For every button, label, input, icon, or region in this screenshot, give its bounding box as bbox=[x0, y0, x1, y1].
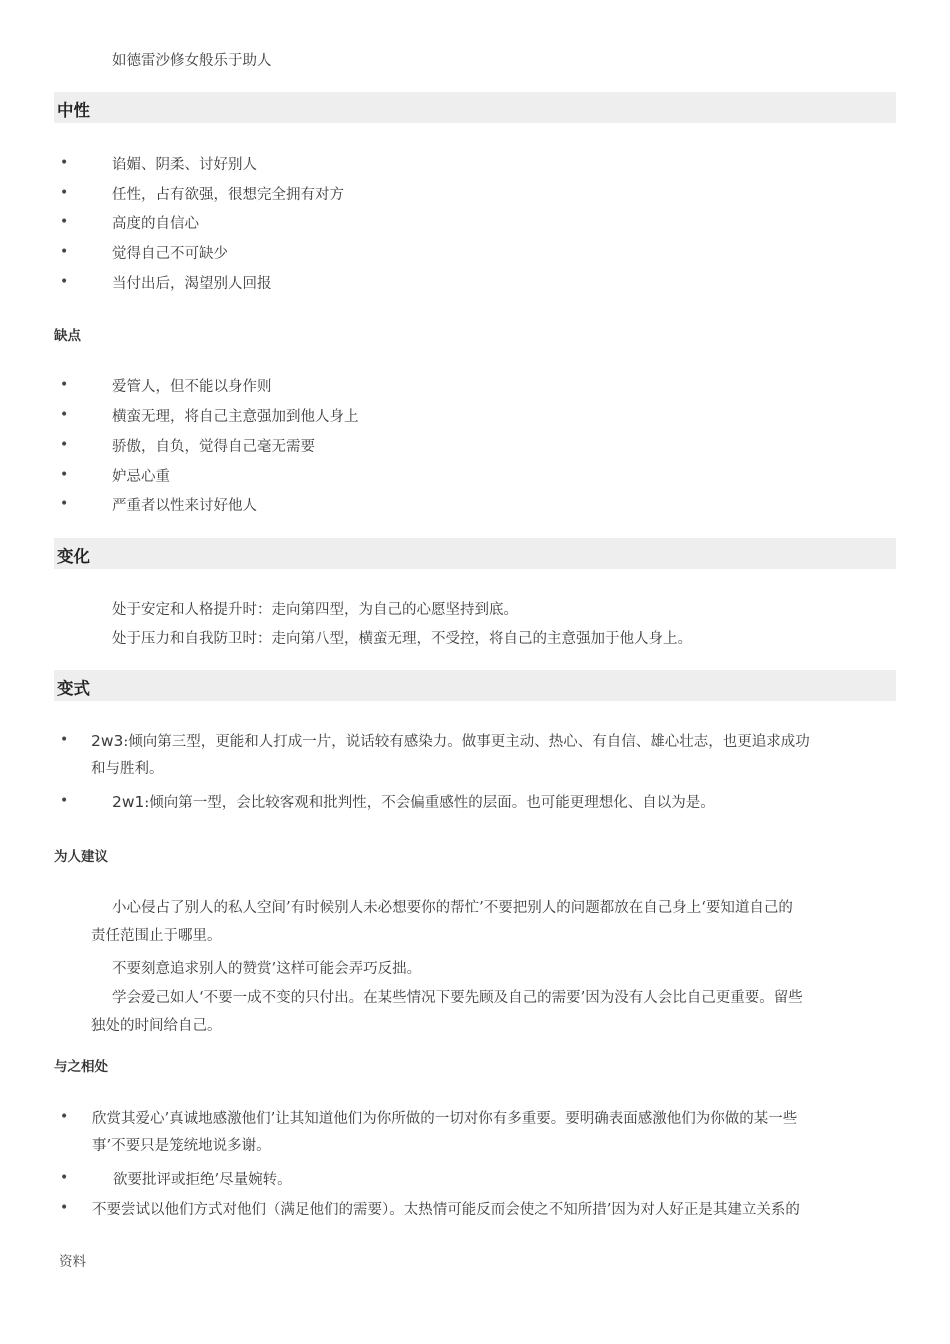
advice-paragraph-2: 不要刻意追求别人的赞赏’这样可能会弄巧反拙。 bbox=[112, 961, 422, 977]
section-header-change bbox=[54, 538, 896, 569]
subheading-get-along: 与之相处 bbox=[54, 1059, 108, 1075]
variant-text: :倾向第一型，会比较客观和批判性，不会偏重感性的层面。也可能更理想化、自以为是。 bbox=[144, 795, 715, 811]
section-header-variant bbox=[54, 670, 896, 701]
list-item-continued: 事’不要只是笼统地说多谢。 bbox=[92, 1138, 271, 1154]
bullet-icon: • bbox=[60, 1170, 69, 1186]
change-line-stable: 处于安定和人格提升时：走向第四型，为自己的心愿坚持到底。 bbox=[112, 602, 518, 618]
list-item: 爱管人，但不能以身作则 bbox=[112, 379, 272, 395]
advice-paragraph-3: 学会爱己如人‘不要一成不变的只付出。在某些情况下要先顾及自己的需要’因为没有人会比自己更重要。留些 bbox=[112, 990, 803, 1006]
variant-code: 2w3 bbox=[91, 732, 124, 750]
list-item: 高度的自信心 bbox=[112, 216, 199, 232]
bullet-icon: • bbox=[60, 496, 69, 512]
bullet-icon: • bbox=[60, 467, 69, 483]
list-item: 欲要批评或拒绝’尽量婉转。 bbox=[113, 1172, 292, 1188]
list-item bbox=[112, 792, 715, 813]
advice-paragraph-3-continued: 独处的时间给自己。 bbox=[91, 1018, 222, 1034]
intro-line: 如德雷沙修女般乐于助人 bbox=[112, 53, 272, 69]
section-title-neutral: 中性 bbox=[57, 101, 90, 120]
bullet-icon: • bbox=[60, 244, 69, 260]
section-title-variant: 变式 bbox=[57, 679, 90, 698]
change-line-stress: 处于压力和自我防卫时：走向第八型，横蛮无理，不受控，将自己的主意强加于他人身上。 bbox=[112, 631, 692, 647]
variant-text-continued: 和与胜利。 bbox=[91, 761, 164, 777]
section-header-neutral bbox=[54, 92, 896, 123]
subheading-advice: 为人建议 bbox=[54, 849, 108, 865]
list-item: 任性，占有欲强，很想完全拥有对方 bbox=[112, 187, 344, 203]
list-item: 不要尝试以他们方式对他们（满足他们的需要）。太热情可能反而会使之不知所措’因为对人好正是其建立关系的 bbox=[92, 1202, 800, 1218]
list-item: 谄媚、阴柔、讨好别人 bbox=[112, 157, 257, 173]
variant-text: :倾向第三型，更能和人打成一片，说话较有感染力。做事更主动、热心、有自信、雄心壮志，也更追求成功 bbox=[123, 734, 810, 750]
bullet-icon: • bbox=[60, 185, 69, 201]
list-item: 严重者以性来讨好他人 bbox=[112, 498, 257, 514]
bullet-icon: • bbox=[60, 437, 69, 453]
bullet-icon: • bbox=[60, 1109, 69, 1125]
bullet-icon: • bbox=[60, 274, 69, 290]
bullet-icon: • bbox=[60, 1200, 69, 1216]
bullet-icon: • bbox=[60, 377, 69, 393]
bullet-icon: • bbox=[60, 155, 69, 171]
bullet-icon: • bbox=[60, 407, 69, 423]
list-item: 妒忌心重 bbox=[112, 469, 170, 485]
variant-code: 2w1 bbox=[112, 793, 145, 811]
list-item: 当付出后，渴望别人回报 bbox=[112, 276, 272, 292]
footer-label: 资料 bbox=[59, 1254, 86, 1270]
subheading-weakness: 缺点 bbox=[54, 328, 81, 344]
list-item: 骄傲，自负，觉得自己毫无需要 bbox=[112, 439, 315, 455]
advice-paragraph-1-continued: 责任范围止于哪里。 bbox=[91, 928, 222, 944]
list-item: 横蛮无理，将自己主意强加到他人身上 bbox=[112, 409, 359, 425]
list-item: 欣赏其爱心’真诚地感激他们’让其知道他们为你所做的一切对你有多重要。要明确表面感激他们为你做的某一些 bbox=[92, 1111, 798, 1127]
list-item: 觉得自己不可缺少 bbox=[112, 246, 228, 262]
list-item bbox=[91, 731, 810, 752]
section-title-change: 变化 bbox=[57, 547, 90, 566]
bullet-icon: • bbox=[60, 214, 69, 230]
bullet-icon: • bbox=[60, 732, 69, 748]
bullet-icon: • bbox=[60, 793, 69, 809]
advice-paragraph-1: 小心侵占了别人的私人空间’有时候别人未必想要你的帮忙’不要把别人的问题都放在自己身上‘要知道自己的 bbox=[112, 900, 793, 916]
